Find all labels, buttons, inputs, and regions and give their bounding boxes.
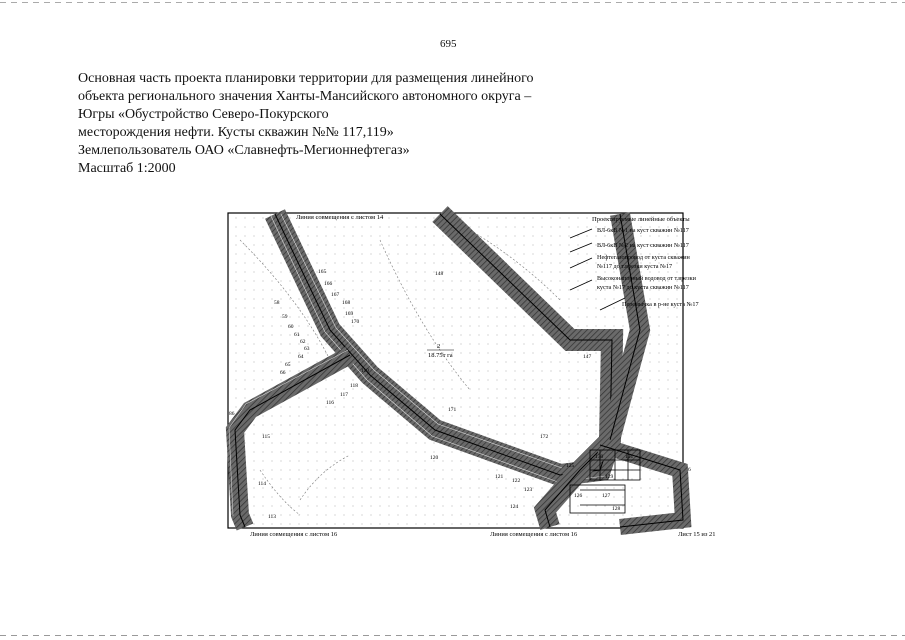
point-label: 116 — [326, 400, 335, 406]
point-label: 128 — [612, 506, 621, 512]
point-label: 167 — [331, 292, 340, 298]
point-label: 122 — [512, 478, 521, 484]
legend-item: Перемычка в р-не куста №17 — [622, 301, 699, 308]
scan-edge-bottom — [0, 635, 905, 636]
point-label: 130 — [595, 454, 604, 460]
legend-item: Нефтегазопровод от куста скважин — [597, 254, 690, 261]
legend-item: куста №17 до куста скважин №117 — [597, 284, 689, 291]
point-label: 126 — [574, 493, 583, 499]
legend-item: ВЛ-6кВ №1 на куст скважин №117 — [597, 227, 689, 234]
point-label: 124 — [510, 504, 519, 510]
point-label: 129 — [605, 474, 614, 480]
point-label: 131 — [625, 454, 634, 460]
point-label: 170 — [351, 319, 360, 325]
point-label: 117 — [340, 392, 349, 398]
bottom-mid-combination-label: Линия совмещения с листом 16 — [490, 531, 578, 538]
point-label: 166 — [324, 281, 333, 287]
point-label: 63 — [304, 346, 310, 352]
point-label: 121 — [495, 474, 504, 480]
point-label: 114 — [258, 481, 267, 487]
point-label: 64 — [298, 354, 304, 360]
point-label: 113 — [268, 514, 277, 520]
point-label: 148 — [435, 271, 444, 277]
title-line: объекта регионального значения Ханты-Мансийского автономного округа – — [78, 89, 532, 104]
point-label: 169 — [345, 311, 354, 317]
point-label: 59 — [282, 314, 288, 320]
point-label: 6 — [688, 467, 691, 473]
title-line: Масштаб 1:2000 — [78, 161, 176, 176]
point-label: 120 — [430, 455, 439, 461]
page-number: 695 — [440, 38, 457, 50]
point-label: 125 — [566, 463, 575, 469]
point-label: 127 — [602, 493, 611, 499]
sheet-label: Лист 15 из 21 — [678, 531, 716, 538]
point-label: 66 — [280, 370, 286, 376]
point-label: 123 — [524, 487, 533, 493]
point-label: 168 — [342, 300, 351, 306]
area-value: 18.75т га — [428, 352, 453, 359]
point-label: 65 — [285, 362, 291, 368]
point-label: 61 — [294, 332, 300, 338]
title-line: Землепользователь ОАО «Славнефть-Мегионнефтегаз» — [78, 143, 410, 158]
point-label: 115 — [262, 434, 271, 440]
legend-item: ВЛ-6кВ №2 на куст скважин №117 — [597, 242, 689, 249]
title-line: месторождения нефти. Кусты скважин №№ 117,119» — [78, 125, 394, 140]
point-label: 118 — [350, 383, 359, 389]
point-label: 171 — [448, 407, 457, 413]
point-label: 119 — [361, 368, 370, 374]
area-id: 2 — [437, 343, 441, 350]
legend-item: №117 до т.врезки куста №17 — [597, 263, 673, 270]
title-line: Основная часть проекта планировки территории для размещения линейного — [78, 71, 534, 86]
point-label: 172 — [540, 434, 549, 440]
point-label: 58 — [274, 300, 280, 306]
legend-title: Проектируемые линейные объекты — [592, 216, 690, 223]
point-label: 147 — [583, 354, 592, 360]
bottom-left-combination-label: Линия совмещения с листом 16 — [250, 531, 338, 538]
point-label: 86 — [229, 411, 235, 417]
point-label: 60 — [288, 324, 294, 330]
top-combination-line-label: Линия совмещения с листом 14 — [296, 214, 384, 221]
legend-item: Высоконапорный водовод от т.врезки — [597, 275, 696, 282]
title-line: Югры «Обустройство Северо-Покурского — [78, 107, 329, 122]
point-label: 165 — [318, 269, 327, 275]
point-label: 62 — [300, 339, 306, 345]
